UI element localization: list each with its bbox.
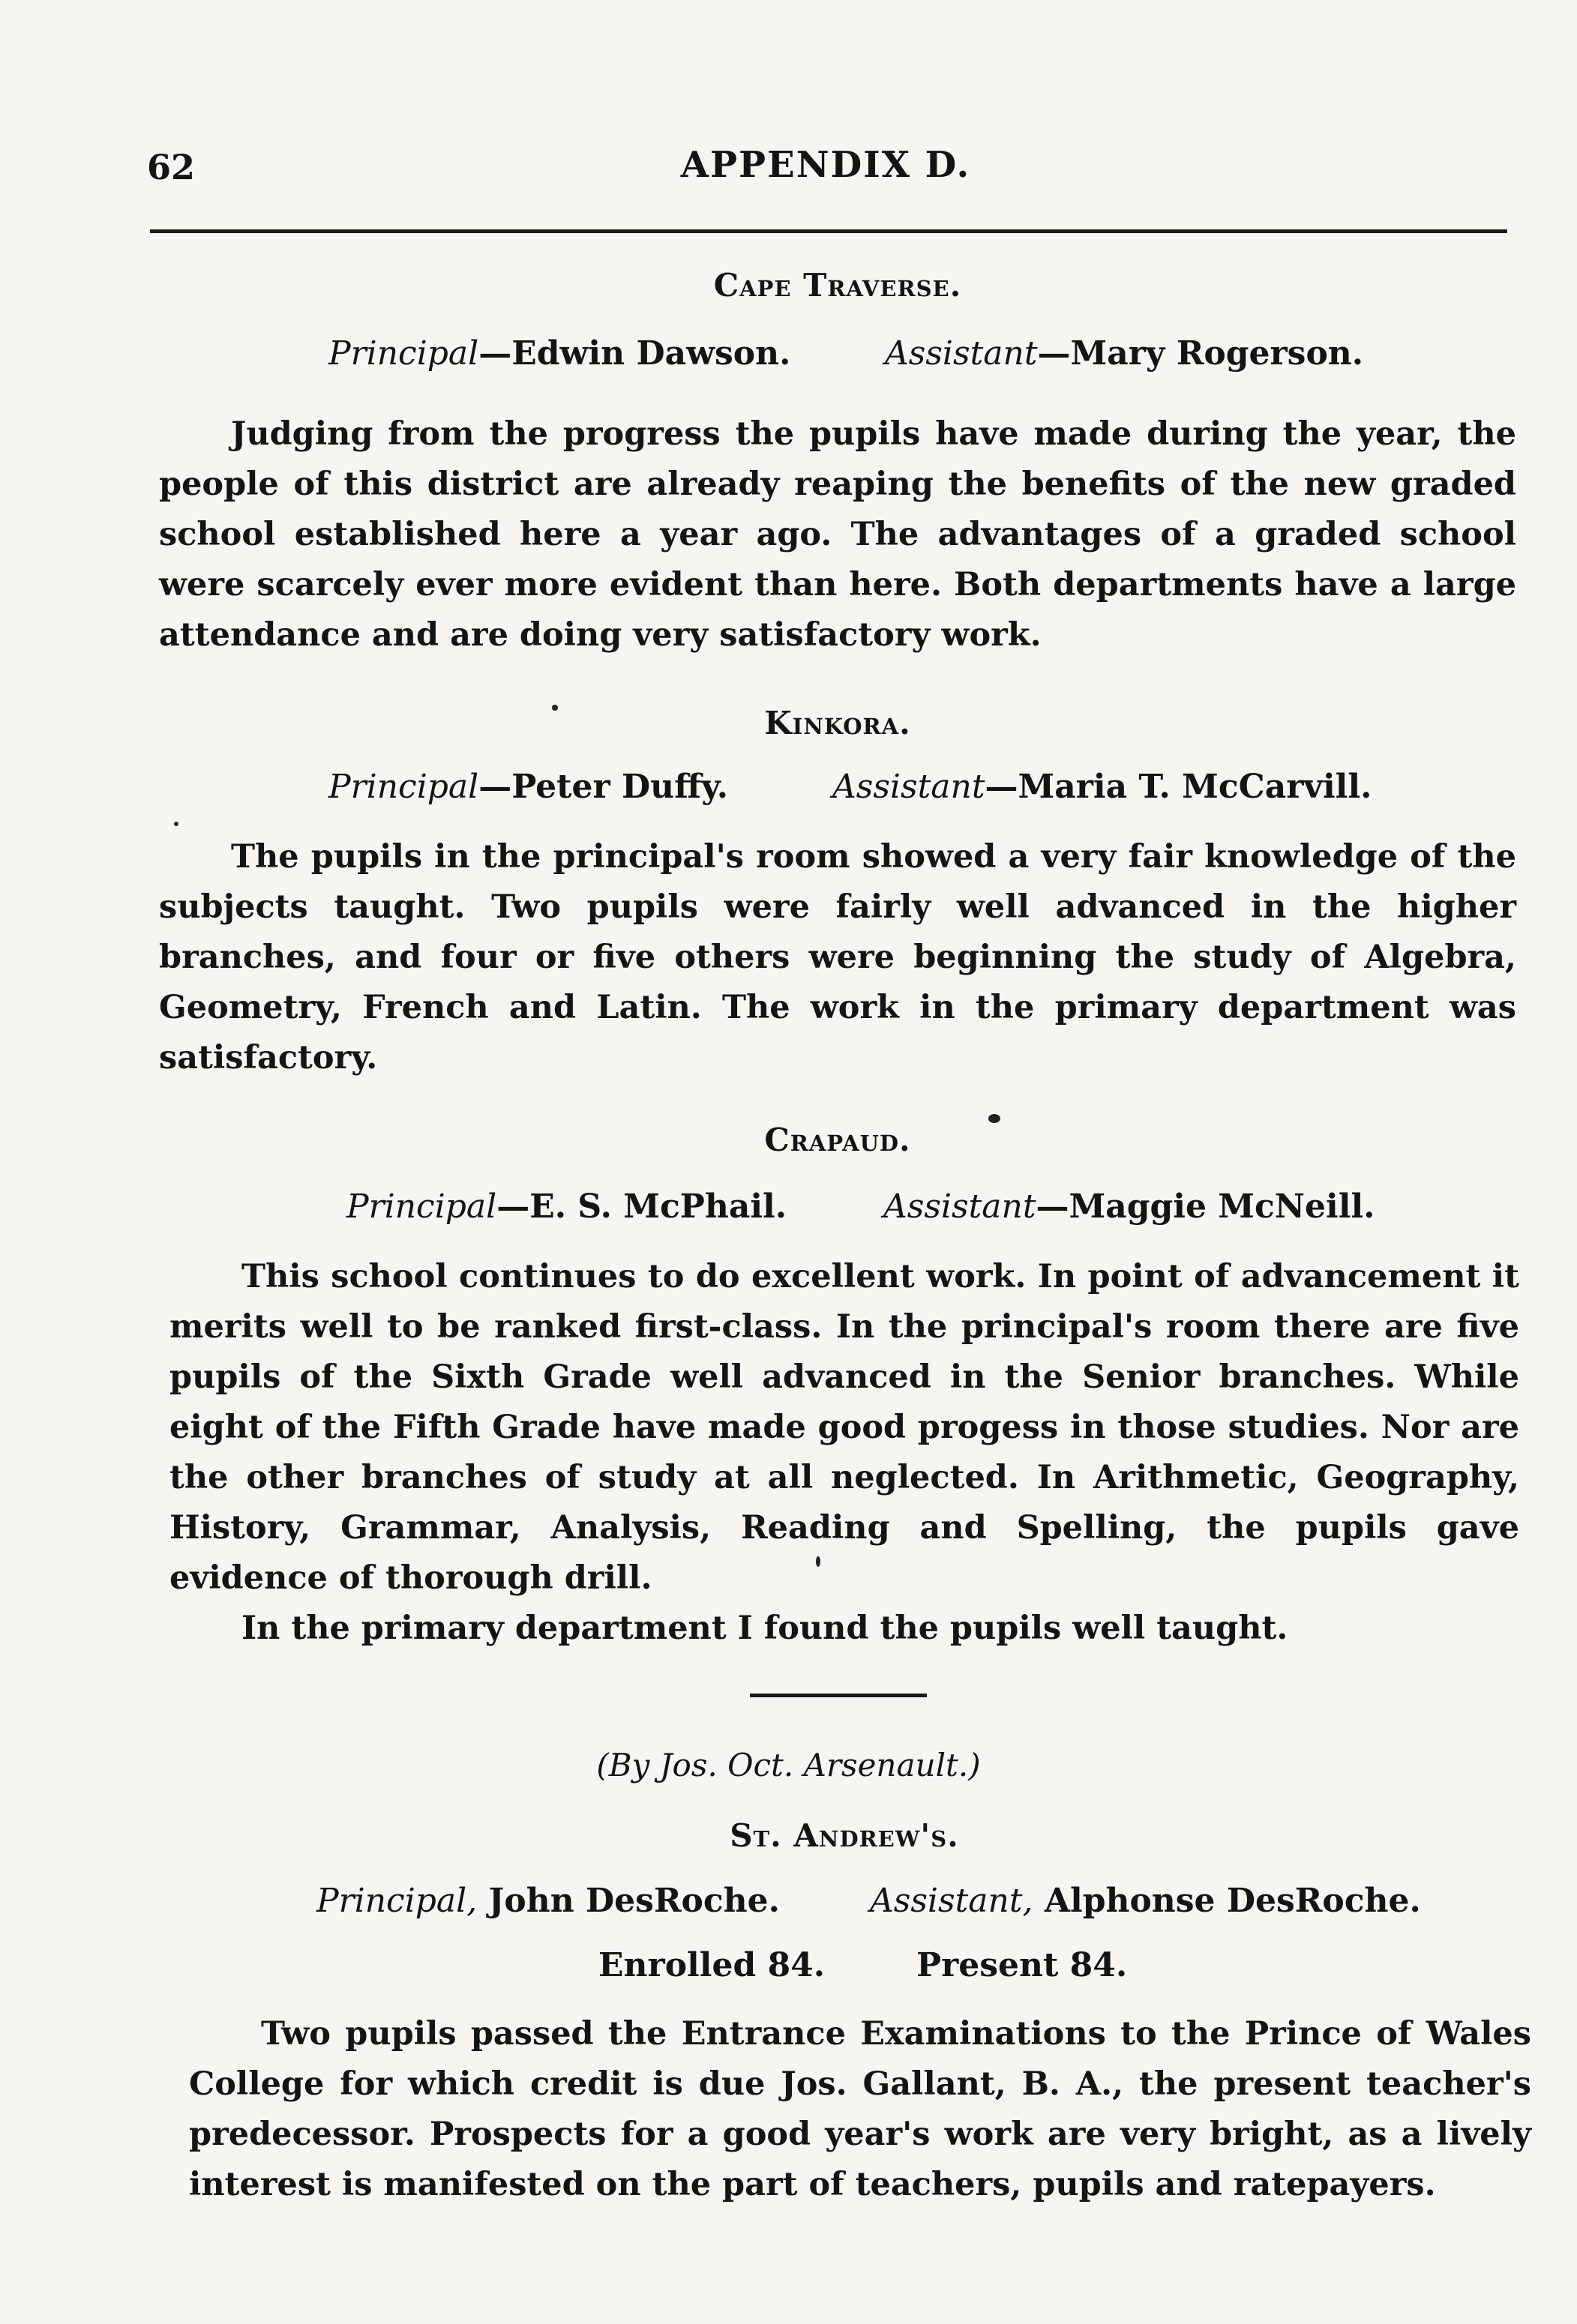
assistant-entry	[832, 768, 1372, 806]
assistant-role-label: Assistant	[832, 768, 985, 806]
paragraph: This school continues to do excellent work. In point of advancement it merits well to be ranked first-class. In the principal's room there are five pupils of the Sixth Grade well advanced in the Senior branches. While eight of the Fifth Grade have made good progess in those studies. Nor are the other branches of study at all neglected. In Arithmetic, Geography, History, Grammar, Analysis, Reading and Spelling, the pupils gave evidence of thorough drill.	[169, 1258, 1519, 1597]
assistant-entry	[885, 334, 1363, 373]
principal-role-label: Principal	[328, 768, 479, 806]
section-kinkora	[159, 705, 1516, 741]
header-rule	[150, 229, 1507, 233]
section-divider	[750, 1694, 927, 1697]
assistant-role-label: Assistant	[885, 334, 1038, 373]
paragraph: Two pupils passed the Entrance Examinations to the Prince of Wales College for which credit is due Jos. Gallant, B. A., the present teacher's predecessor. Prospects for a good year's work are very bright, as a lively interest is manifested on the part of teachers, pupils and ratepayers.	[189, 2015, 1531, 2203]
scan-speck	[816, 1556, 820, 1567]
assistant-entry	[870, 1882, 1421, 1920]
assistant-name: —Maria T. McCarvill.	[985, 768, 1372, 806]
section-cape-traverse	[159, 267, 1516, 304]
section-crapaud	[159, 1122, 1516, 1158]
principal-name: —Peter Duffy.	[478, 768, 729, 806]
scan-speck	[988, 1114, 1000, 1123]
assistant-role-label: Assistant,	[870, 1882, 1033, 1920]
section-body-crapaud	[169, 1252, 1519, 1654]
staff-line-crapaud	[159, 1187, 1516, 1232]
principal-role-label: Principal	[328, 334, 479, 373]
assistant-name: Alphonse DesRoche.	[1033, 1882, 1421, 1920]
staff-line-cape-traverse	[159, 334, 1516, 379]
principal-name: —E. S. McPhail.	[496, 1187, 787, 1226]
enrolled-count: Enrolled 84.	[598, 1946, 826, 1984]
section-title: St. Andrew's.	[730, 1817, 959, 1854]
staff-line-kinkora	[159, 768, 1516, 813]
section-title: Kinkora.	[764, 705, 911, 741]
section-body-kinkora	[159, 832, 1516, 1083]
section-body-cape-traverse	[159, 409, 1516, 660]
page-number: 62	[147, 147, 196, 187]
scan-speck	[174, 822, 178, 826]
section-body-st-andrews	[189, 2009, 1531, 2210]
paragraph: Judging from the progress the pupils have made during the year, the people of this district are already reaping the benefits of the new graded school established here a year ago. The advantages of a graded school were scarcely ever more evident than here. Both departments have a large attendance and are doing very satisfactory work.	[159, 415, 1516, 654]
paragraph: The pupils in the principal's room showed a very fair knowledge of the subjects taught. Two pupils were fairly well advanced in the higher branches, and four or five others were beginning the study of Algebra, Geometry, French and Latin. The work in the primary department was satisfactory.	[159, 838, 1516, 1077]
byline: (By Jos. Oct. Arsenault.)	[596, 1747, 981, 1783]
page-header	[147, 144, 1504, 192]
principal-role-label: Principal	[346, 1187, 497, 1226]
section-title: Cape Traverse.	[713, 267, 962, 304]
principal-entry	[328, 334, 790, 373]
principal-name: —Edwin Dawson.	[478, 334, 791, 373]
principal-entry	[346, 1187, 787, 1226]
assistant-name: —Maggie McNeill.	[1036, 1187, 1375, 1226]
paragraph: In the primary department I found the pupils well taught.	[241, 1610, 1288, 1647]
staff-line-st-andrews	[169, 1882, 1527, 1927]
principal-entry	[328, 768, 728, 806]
assistant-entry	[883, 1187, 1375, 1226]
section-title: Crapaud.	[764, 1122, 911, 1158]
assistant-name: —Mary Rogerson.	[1037, 334, 1364, 373]
principal-role-label: Principal,	[316, 1882, 478, 1920]
assistant-role-label: Assistant	[883, 1187, 1036, 1226]
principal-name: John DesRoche.	[477, 1882, 780, 1920]
section-st-andrews	[169, 1817, 1519, 1854]
scan-speck	[552, 705, 558, 711]
running-title: APPENDIX D.	[680, 144, 971, 186]
principal-entry	[316, 1882, 780, 1920]
present-count: Present 84.	[916, 1946, 1128, 1984]
